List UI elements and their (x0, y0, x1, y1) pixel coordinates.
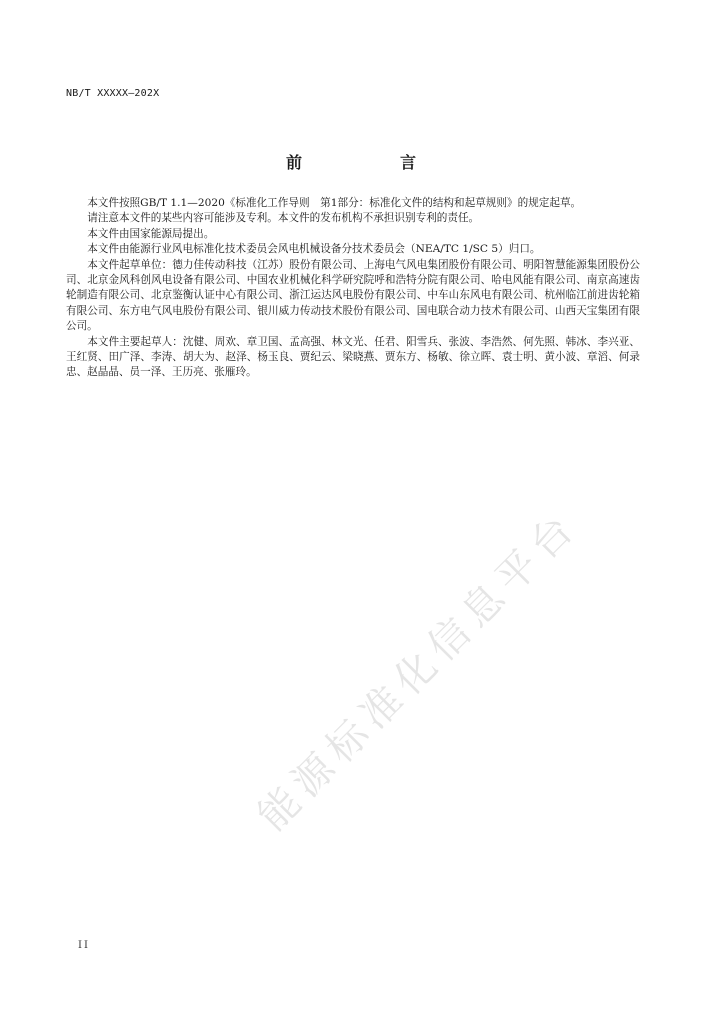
watermark: 能源标准化信息平台 (249, 501, 588, 840)
paragraph-drafting-units: 本文件起草单位：德力佳传动科技（江苏）股份有限公司、上海电气风电集团股份有限公司、明阳智慧能源集团股份公司、北京金风科创风电设备有限公司、中国农业机械化科学研究院呼和浩特分院有限公司、哈电风能有限公司、南京高速齿轮制造有限公司、北京鉴衡认证中心有限公司、浙江运达风电股份有限公司、中车山东风电有限公司、杭州临江前进齿轮箱有限公司、东方电气风电股份有限公司、银川威力传动技术股份有限公司、国电联合动力技术有限公司、山西天宝集团有限公司。 (66, 258, 640, 333)
page-title: 前 言 (285, 153, 438, 172)
paragraph-proposer: 本文件由国家能源局提出。 (87, 227, 215, 240)
page-number: II (78, 940, 90, 951)
paragraph-administrator: 本文件由能源行业风电标准化技术委员会风电机械设备分技术委员会（NEA/TC 1/SC 5）归口。 (87, 243, 541, 256)
foreword-body (66, 196, 640, 381)
standard-code-header: NB/T XXXXX—202X (66, 88, 160, 99)
paragraph-patent-notice: 请注意本文件的某些内容可能涉及专利。本文件的发布机构不承担识别专利的责任。 (87, 212, 480, 225)
paragraph-drafting-rules: 本文件按照GB/T 1.1—2020《标准化工作导则 第1部分：标准化文件的结构和起草规则》的规定起草。 (87, 197, 582, 209)
paragraph-main-drafters: 本文件主要起草人：沈健、周欢、章卫国、孟高强、林文光、任君、阳雪兵、张波、李浩然、何先照、韩冰、李兴亚、王红贤、田广泽、李涛、胡大为、赵泽、杨玉良、贾纪云、梁晓燕、贾东方、杨敏、徐立晖、袁士明、黄小波、章滔、何录忠、赵晶晶、员一泽、王历亮、张雁玲。 (66, 335, 640, 379)
